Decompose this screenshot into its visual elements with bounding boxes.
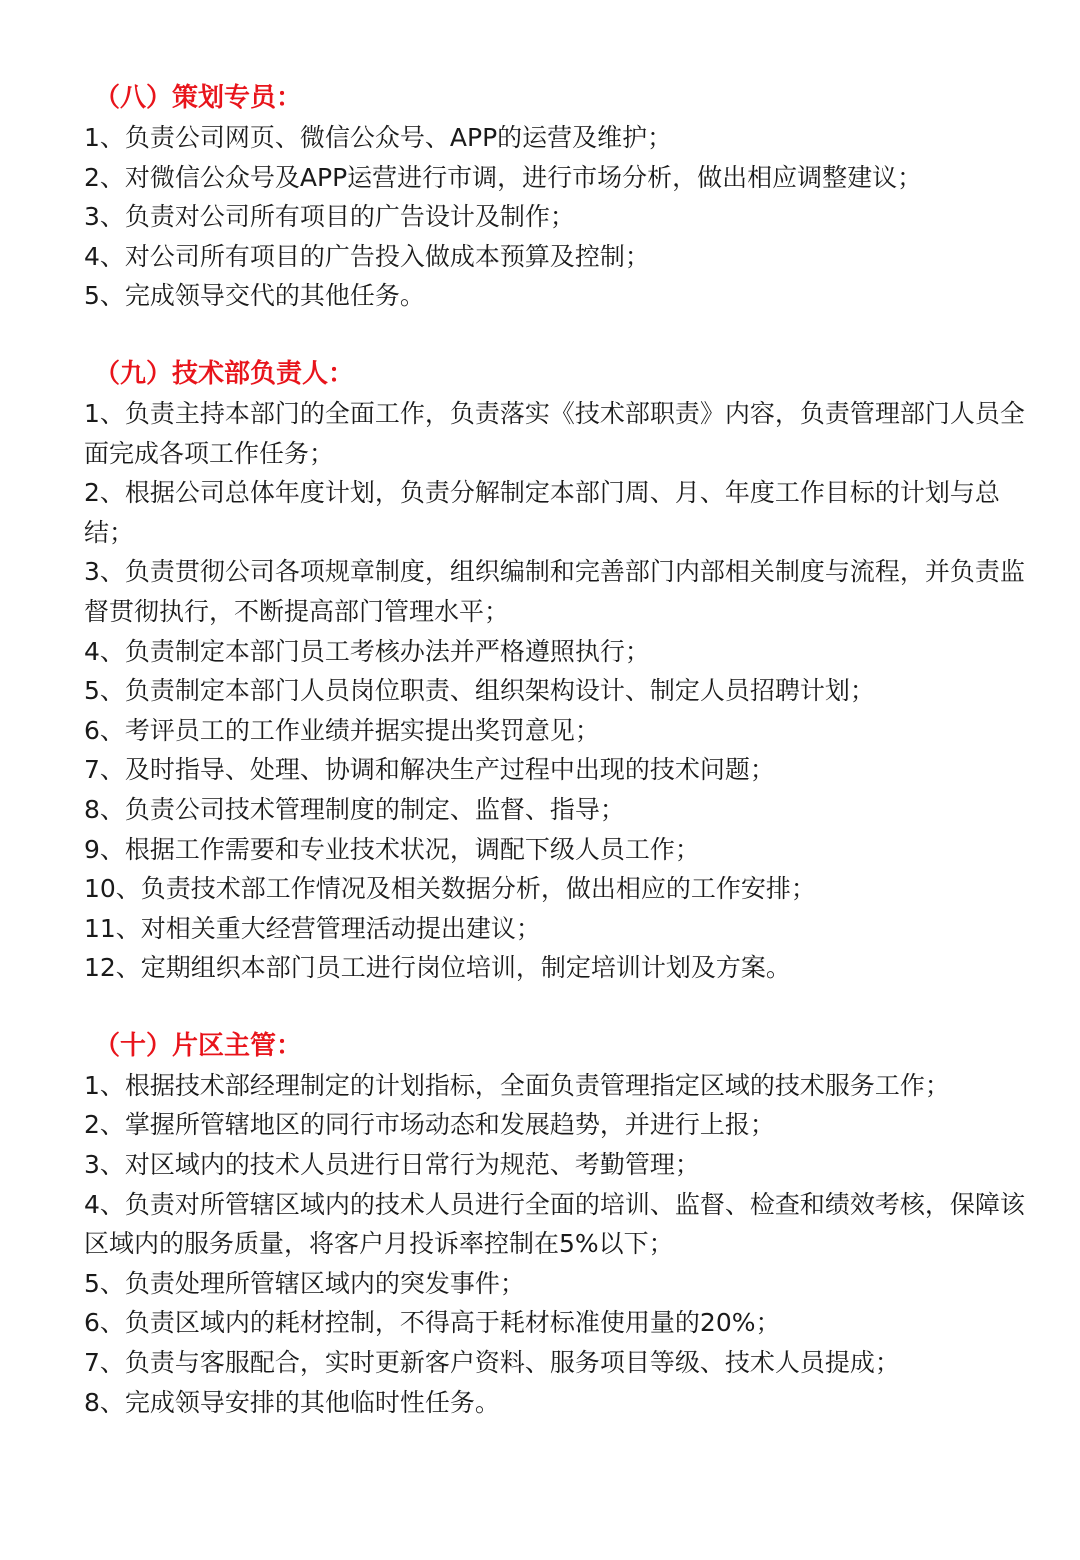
duty-list [84, 118, 1034, 316]
list-item: 2、掌握所管辖地区的同行市场动态和发展趋势，并进行上报； [84, 1110, 775, 1140]
duty-list [84, 1066, 1034, 1422]
list-item: 2、对微信公众号及APP运营进行市调，进行市场分析，做出相应调整建议； [84, 162, 923, 192]
document-page [84, 78, 1034, 1422]
section-tech-dept-head [84, 354, 1034, 988]
list-item: 4、对公司所有项目的广告投入做成本预算及控制； [84, 241, 650, 271]
list-item: 10、负责技术部工作情况及相关数据分析，做出相应的工作安排； [84, 874, 816, 904]
list-item: 4、负责对所管辖区域内的技术人员进行全面的培训、监督、检查和绩效考核，保障该区域内的服务质量，将客户月投诉率控制在5%以下； [84, 1189, 1025, 1259]
list-item: 7、负责与客服配合，实时更新客户资料、服务项目等级、技术人员提成； [84, 1348, 900, 1378]
list-item: 1、负责公司网页、微信公众号、APP的运营及维护； [84, 123, 673, 152]
list-item: 2、根据公司总体年度计划，负责分解制定本部门周、月、年度工作目标的计划与总结； [84, 478, 1000, 547]
list-item: 6、负责区域内的耗材控制，不得高于耗材标准使用量的20%； [84, 1308, 781, 1338]
list-item: 4、负责制定本部门员工考核办法并严格遵照执行； [84, 636, 650, 666]
section-planning-specialist [84, 78, 1034, 316]
list-item: 1、根据技术部经理制定的计划指标，全面负责管理指定区域的技术服务工作； [84, 1070, 950, 1100]
list-item: 5、负责处理所管辖区域内的突发事件； [84, 1268, 525, 1298]
list-item: 8、负责公司技术管理制度的制定、监督、指导； [84, 794, 625, 824]
list-item: 3、对区域内的技术人员进行日常行为规范、考勤管理； [84, 1150, 700, 1180]
list-item: 1、负责主持本部门的全面工作，负责落实《技术部职责》内容，负责管理部门人员全面完成各项工作任务； [84, 398, 1025, 468]
list-item: 7、及时指导、处理、协调和解决生产过程中出现的技术问题； [84, 755, 775, 785]
list-item: 11、对相关重大经营管理活动提出建议； [84, 913, 541, 943]
duty-list [84, 394, 1034, 988]
list-item: 8、完成领导安排的其他临时性任务。 [84, 1387, 500, 1417]
section-heading: （九）技术部负责人： [94, 358, 355, 389]
list-item: 3、负责对公司所有项目的广告设计及制作； [84, 202, 575, 232]
section-area-supervisor [84, 1026, 1034, 1422]
list-item: 5、负责制定本部门人员岗位职责、组织架构设计、制定人员招聘计划； [84, 676, 875, 706]
section-heading: （八）策划专员： [94, 83, 303, 113]
list-item: 5、完成领导交代的其他任务。 [84, 281, 425, 311]
list-item: 9、根据工作需要和专业技术状况，调配下级人员工作； [84, 834, 700, 864]
list-item: 6、考评员工的工作业绩并据实提出奖罚意见； [84, 715, 600, 745]
section-heading: （十）片区主管： [94, 1030, 303, 1061]
list-item: 12、定期组织本部门员工进行岗位培训，制定培训计划及方案。 [84, 953, 791, 983]
list-item: 3、负责贯彻公司各项规章制度，组织编制和完善部门内部相关制度与流程，并负责监督贯彻执行，不断提高部门管理水平； [84, 557, 1025, 626]
